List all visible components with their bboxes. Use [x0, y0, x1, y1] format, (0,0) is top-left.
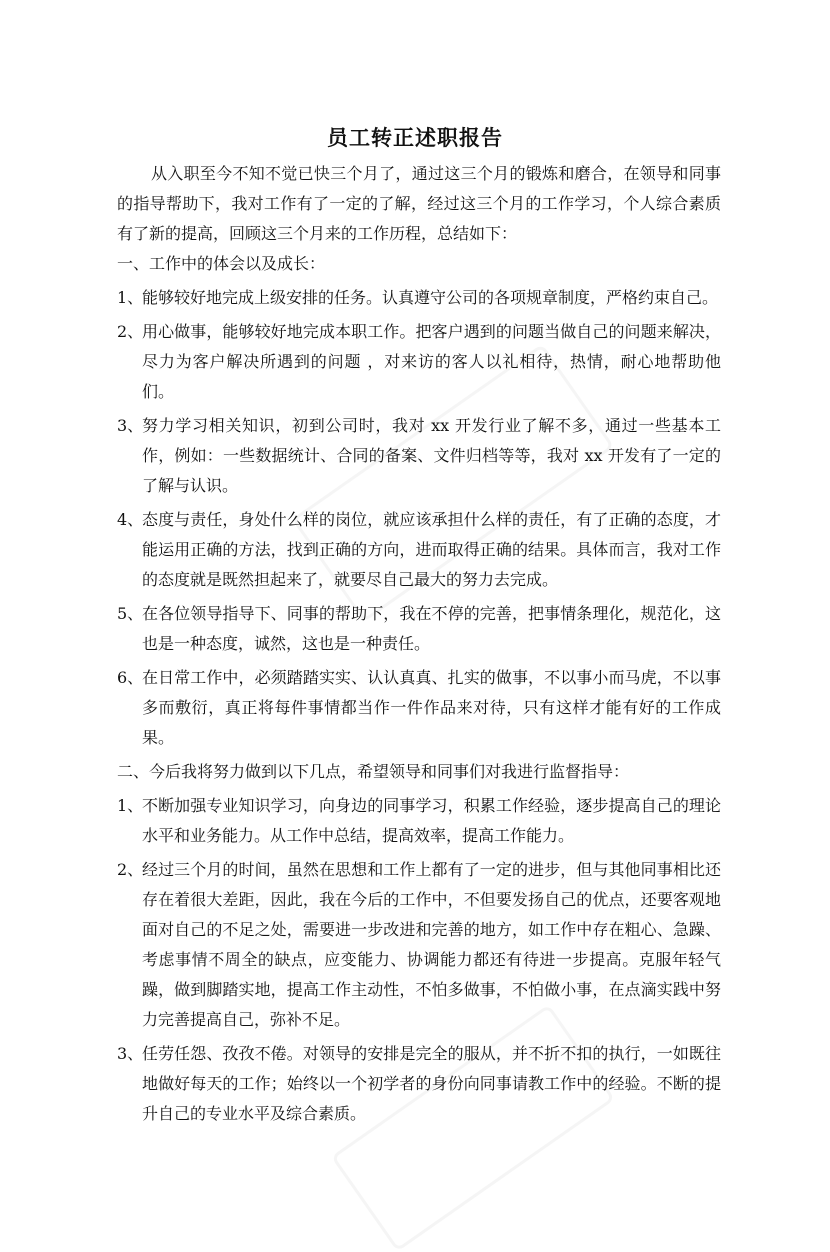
list-item-text: 不断加强专业知识学习，向身边的同事学习，积累工作经验，逐步提高自己的理论水平和业务能力。从工作中总结，提高效率，提高工作能力。 [142, 796, 721, 845]
list-item-number: 5、 [117, 604, 144, 623]
list-item-number: 3、 [117, 1044, 144, 1063]
document-title: 员工转正述职报告 [327, 126, 503, 150]
intro-paragraph: 从入职至今不知不觉已快三个月了，通过这三个月的锻炼和磨合，在领导和同事的指导帮助下，我对工作有了一定的了解，经过这三个月的工作学习，个人综合素质有了新的提高，回顾这三个月来的工作历程，总结如下： [117, 164, 721, 243]
list-item-text: 态度与责任，身处什么样的岗位，就应该承担什么样的责任，有了正确的态度，才能运用正确的方法，找到正确的方向，进而取得正确的结果。具体而言，我对工作的态度就是既然担起来了，就要尽自己最大的努力去完成。 [142, 510, 721, 589]
list-item-number: 1、 [117, 796, 144, 815]
list-item-number: 4、 [117, 510, 144, 529]
list-item [117, 663, 721, 753]
list-item [117, 1039, 721, 1129]
list-item-text: 经过三个月的时间，虽然在思想和工作上都有了一定的进步，但与其他同事相比还存在着很大差距，因此，我在今后的工作中，不但要发扬自己的优点，还要客观地面对自己的不足之处，需要进一步改进和完善的地方，如工作中存在粗心、急躁、考虑事情不周全的缺点，应变能力、协调能力都还有待进一步提高。克服年轻气躁，做到脚踏实地，提高工作主动性，不怕多做事，不怕做小事，在点滴实践中努力完善提高自己，弥补不足。 [142, 860, 721, 1029]
list-item-text: 用心做事，能够较好地完成本职工作。把客户遇到的问题当做自己的问题来解决，尽力为客户解决所遇到的问题 ，对来访的客人以礼相待，热情，耐心地帮助他们。 [142, 322, 721, 401]
document-body [117, 159, 721, 1133]
list-item [117, 855, 721, 1035]
section-heading: 一、工作中的体会以及成长： [117, 254, 326, 273]
list-item-text: 任劳任怨、孜孜不倦。对领导的安排是完全的服从，并不折不扣的执行，一如既往地做好每天的工作；始终以一个初学者的身份向同事请教工作中的经验。不断的提升自己的专业水平及综合素质。 [142, 1044, 721, 1123]
list-item-number: 1、 [117, 288, 144, 307]
list-item [117, 283, 721, 313]
list-item [117, 411, 721, 501]
list-item [117, 505, 721, 595]
section-heading: 二、今后我将努力做到以下几点，希望领导和同事们对我进行监督指导： [117, 762, 630, 781]
list-item-number: 2、 [117, 860, 144, 879]
list-item [117, 791, 721, 851]
list-item [117, 317, 721, 407]
list-item-number: 6、 [117, 668, 144, 687]
list-item [117, 599, 721, 659]
list-item-text: 能够较好地完成上级安排的任务。认真遵守公司的各项规章制度，严格约束自己。 [142, 288, 719, 307]
list-item-number: 3、 [117, 416, 144, 435]
list-item-text: 在日常工作中，必须踏踏实实、认认真真、扎实的做事，不以事小而马虎，不以事多而敷衍，真正将每件事情都当作一件作品来对待，只有这样才能有好的工作成果。 [142, 668, 721, 747]
list-item-number: 2、 [117, 322, 144, 341]
list-item-text: 在各位领导指导下、同事的帮助下，我在不停的完善，把事情条理化，规范化，这也是一种态度，诚然，这也是一种责任。 [142, 604, 721, 653]
list-item-text: 努力学习相关知识，初到公司时，我对 xx 开发行业了解不多，通过一些基本工作，例如：一些数据统计、合同的备案、文件归档等等，我对 xx 开发有了一定的了解与认识。 [142, 416, 721, 495]
